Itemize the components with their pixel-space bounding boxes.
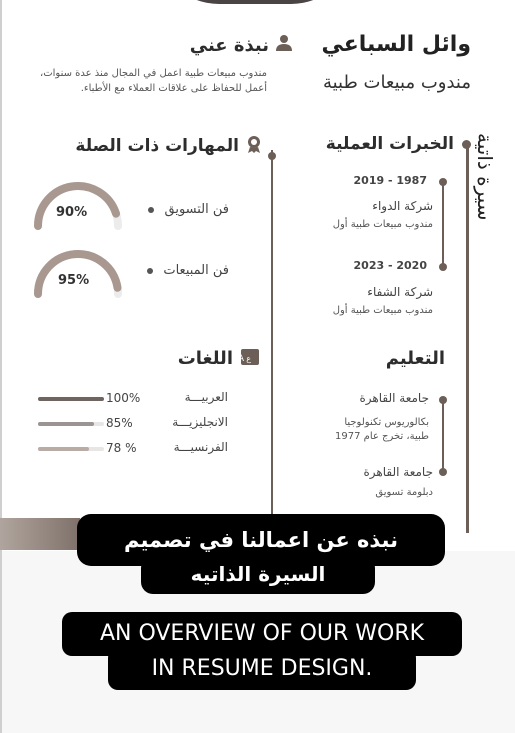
skill-2-percent: 95%	[58, 273, 90, 288]
skills-heading	[75, 134, 263, 158]
lang-3-bar-track	[38, 447, 104, 451]
edu-1-school: جامعة القاهرة	[359, 391, 429, 405]
column-divider	[271, 150, 273, 533]
resume-job-title: مندوب مبيعات طبية	[322, 72, 471, 93]
education-title: التعليم	[385, 348, 445, 369]
skills-title: المهارات ذات الصلة	[75, 136, 239, 156]
timeline-main	[466, 148, 469, 533]
experience-heading	[326, 134, 471, 154]
skill-1-percent: 90%	[56, 205, 88, 220]
skill-1-label: فن التسويق	[164, 202, 229, 217]
edu-2-school: جامعة القاهرة	[363, 465, 433, 479]
english-caption-box-2	[108, 648, 416, 690]
about-title: نبذة عني	[189, 34, 269, 56]
skill-bullet-icon	[147, 268, 153, 274]
lang-2-bar-track	[38, 422, 104, 426]
english-caption-line-2: IN RESUME DESIGN.	[151, 656, 373, 681]
divider-dot	[268, 152, 276, 160]
experience-title: الخبرات العملية	[325, 134, 454, 154]
award-icon	[245, 134, 263, 158]
person-icon	[275, 34, 293, 56]
translate-icon	[237, 349, 259, 369]
timeline-dot	[439, 263, 447, 271]
svg-text:A: A	[237, 353, 244, 364]
lang-1-bar-fill	[38, 397, 104, 401]
lang-1-percent: 100%	[106, 391, 141, 405]
timeline-dot	[439, 178, 447, 186]
lang-1-label: العربيـــة	[184, 390, 228, 404]
timeline-education	[442, 400, 444, 472]
lang-2-label: الانجليزيـــة	[172, 415, 228, 429]
about-heading	[190, 34, 293, 56]
exp-1-dates: 1987 - 2019	[353, 174, 427, 187]
timeline-experience	[442, 182, 444, 268]
arabic-caption-line-2: السيرة الذاتيه	[190, 562, 326, 586]
lang-row	[38, 416, 273, 432]
arabic-caption-box-2	[141, 556, 375, 594]
lang-row	[38, 391, 273, 407]
arabic-caption-line-1: نبذه عن اعمالنا في تصميم	[123, 528, 398, 552]
exp-1-role: مندوب مبيعات طبية أول	[332, 219, 433, 230]
skill-1-gauge	[30, 178, 126, 238]
edu-1-detail: بكالوريوس تكنولوجيا طبية، تخرج عام 1977	[335, 417, 429, 442]
about-text: مندوب مبيعات طبية اعمل في المجال منذ عدة سنوات، أعمل للحفاظ على علاقات العملاء مع الأطباء.	[40, 68, 267, 94]
profile-photo-frame	[155, 0, 355, 4]
skill-2-gauge	[30, 246, 126, 306]
resume-name: وائل السباعي	[321, 32, 471, 57]
lang-3-percent: 78 %	[106, 441, 137, 455]
skill-2-label: فن المبيعات	[163, 263, 229, 278]
languages-heading	[178, 348, 259, 369]
lang-2-percent: 85%	[106, 416, 133, 430]
lang-1-bar-track	[38, 397, 104, 401]
exp-2-role: مندوب مبيعات طبية أول	[332, 305, 433, 316]
exp-1-company: شركة الدواء	[372, 199, 433, 213]
lang-3-bar-fill	[38, 447, 89, 451]
timeline-dot	[439, 396, 447, 404]
timeline-dot	[439, 468, 447, 476]
lang-3-label: الفرنسيـــة	[173, 440, 228, 454]
lang-2-bar-fill	[38, 422, 94, 426]
exp-2-company: شركة الشفاء	[367, 285, 433, 299]
exp-2-dates: 2020 - 2023	[353, 259, 427, 272]
edu-2-detail: دبلومة تسويق	[375, 487, 433, 498]
languages-title: اللغات	[177, 348, 233, 369]
svg-text:ع: ع	[246, 353, 251, 363]
skill-2-row	[147, 263, 229, 278]
lang-row	[38, 441, 273, 457]
english-caption-line-1: AN OVERVIEW OF OUR WORK	[99, 621, 425, 646]
skill-1-row	[148, 202, 229, 217]
skill-bullet-icon	[148, 207, 154, 213]
side-label: سيرة ذاتية	[473, 133, 497, 221]
decorative-strip	[0, 518, 80, 550]
